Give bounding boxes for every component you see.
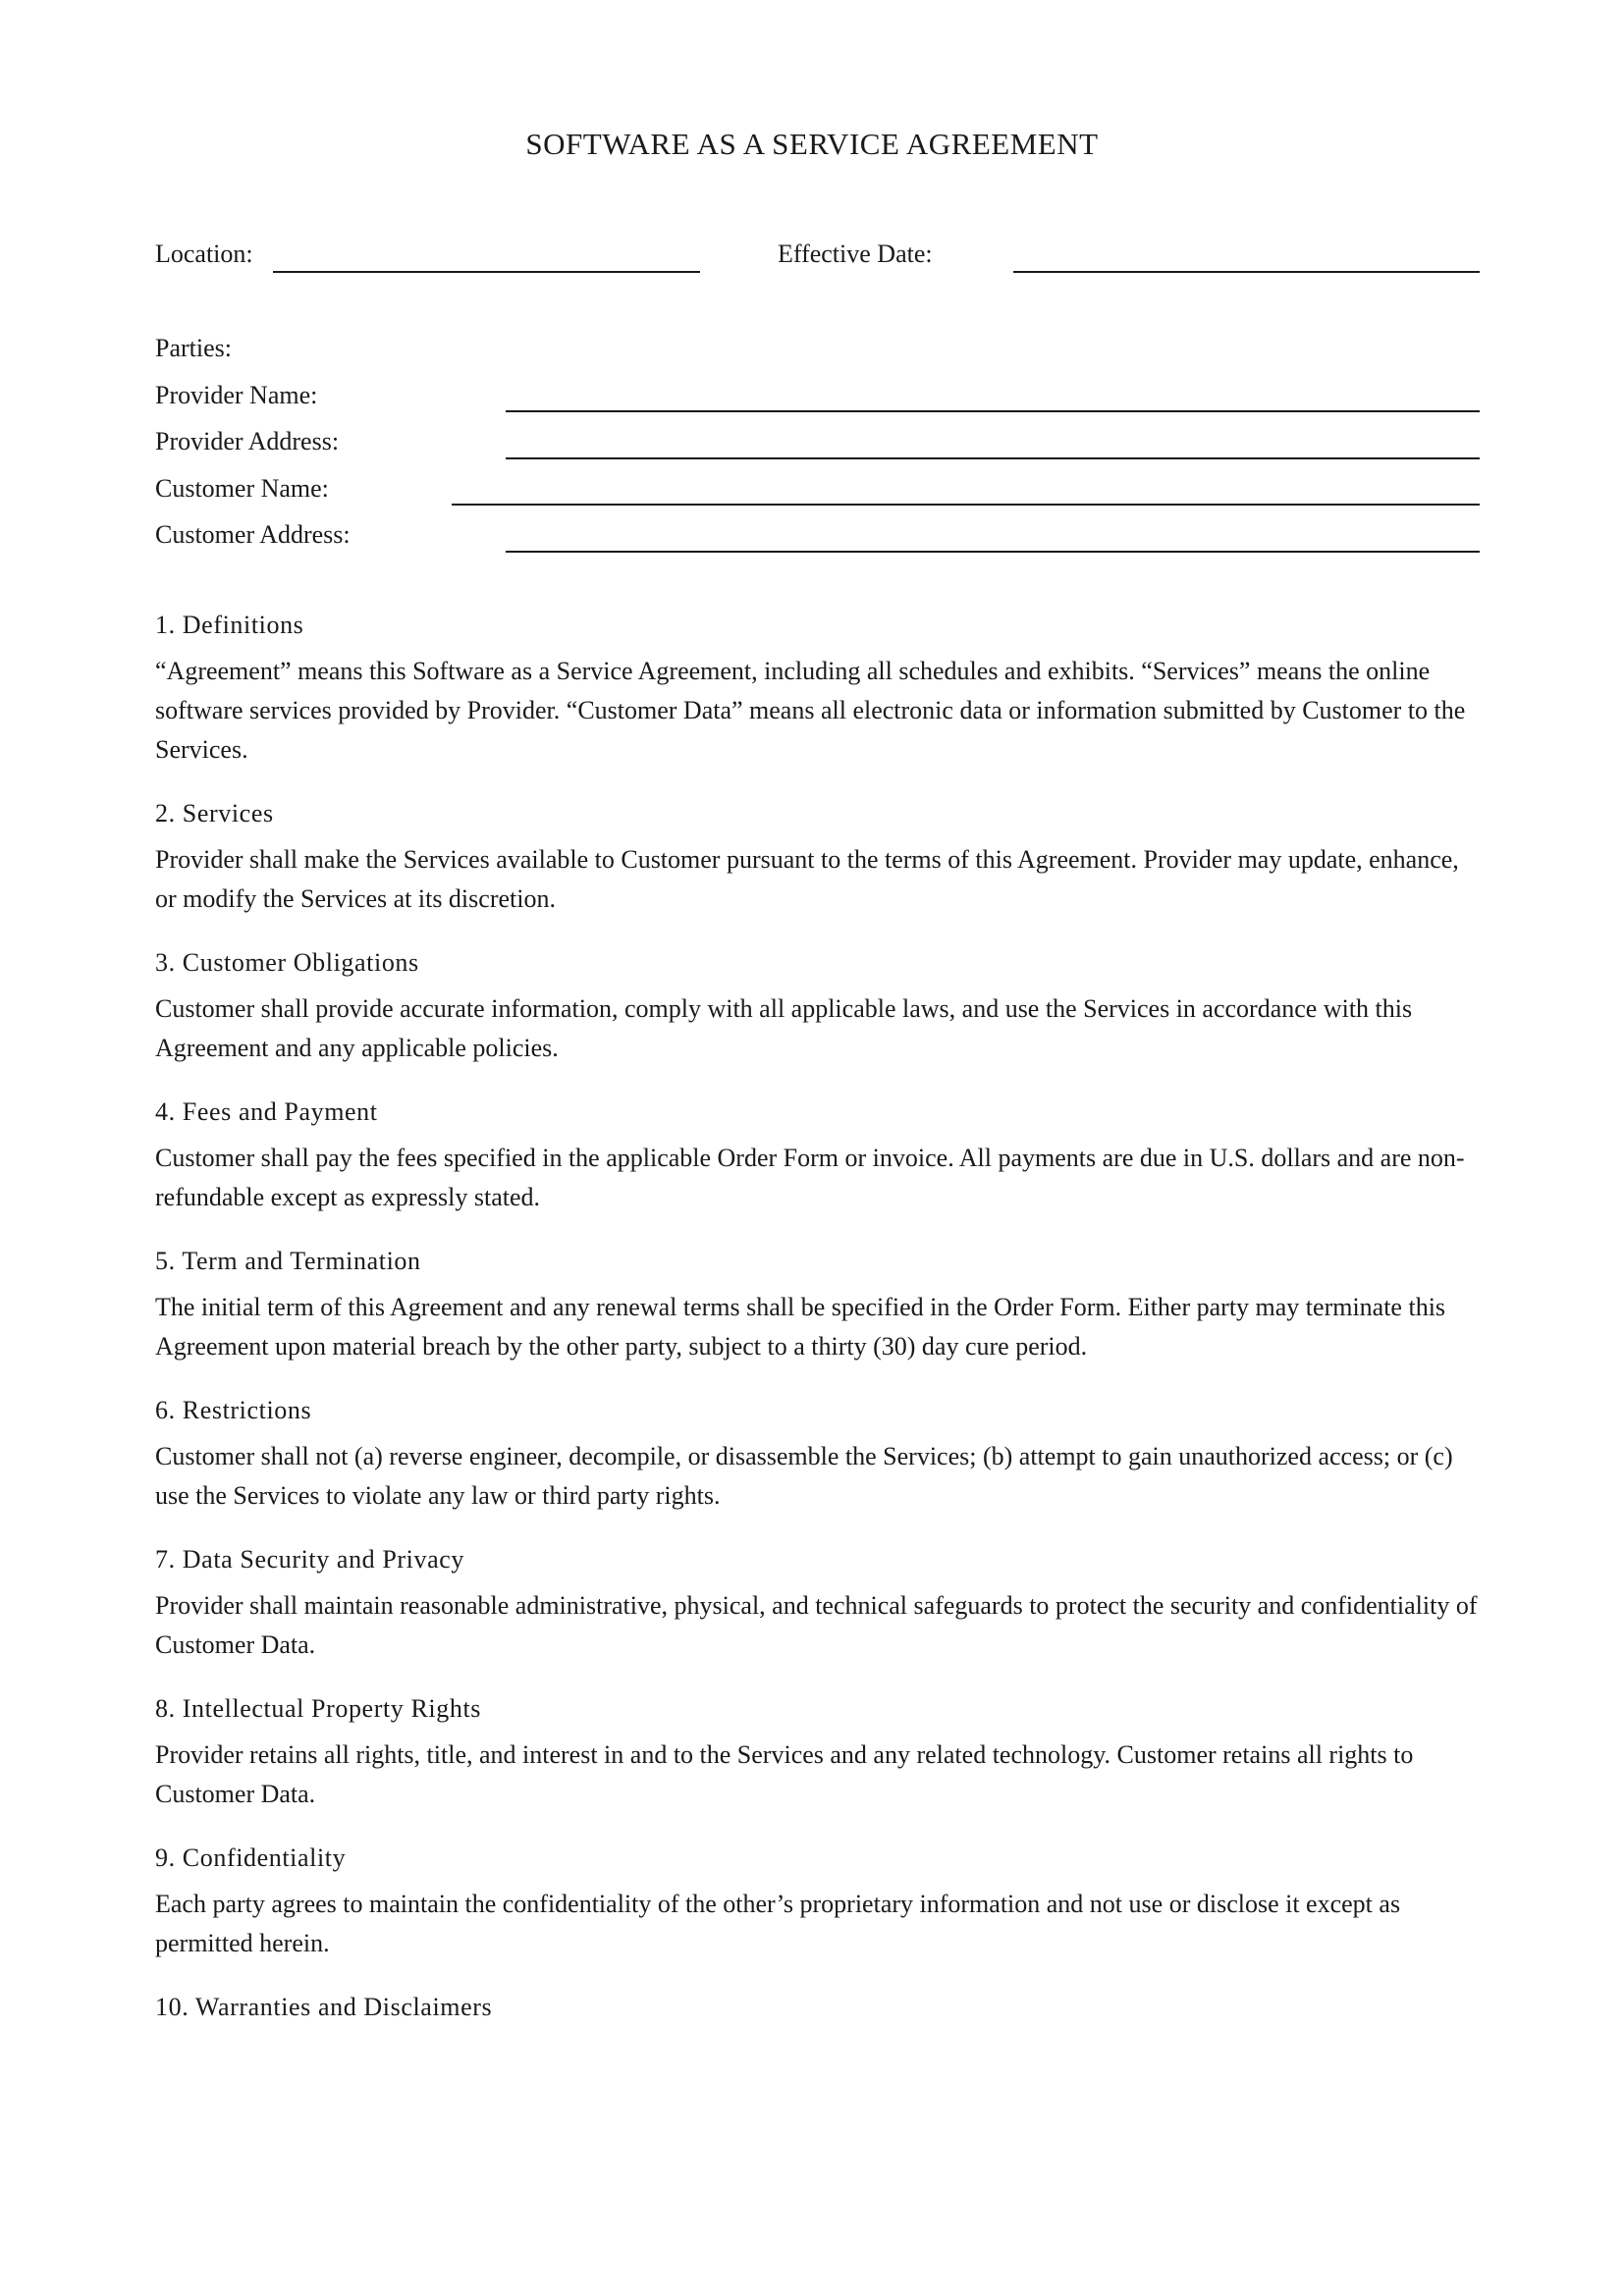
customer-name-field[interactable]	[452, 504, 1480, 506]
section-heading: 1. Definitions	[155, 611, 304, 639]
section-intellectual-property-rights	[155, 1692, 1481, 1814]
section-heading: 6. Restrictions	[155, 1396, 312, 1424]
section-services	[155, 797, 1481, 919]
section-body: Provider shall make the Services available to Customer pursuant to the terms of this Agreement. Provider may update, enhance, or modify the Services at its discretion.	[155, 845, 1459, 913]
section-customer-obligations	[155, 946, 1481, 1068]
section-heading: 5. Term and Termination	[155, 1247, 421, 1275]
section-heading: 4. Fees and Payment	[155, 1097, 378, 1126]
customer-name-label: Customer Name:	[155, 474, 329, 503]
customer-address-label: Customer Address:	[155, 520, 351, 549]
section-body: “Agreement” means this Software as a Service Agreement, including all schedules and exhibits. “Services” means the online software services provided by Provider. “Customer Data” means all electronic data or information submitted by Customer to the Services.	[155, 657, 1466, 764]
section-body: Provider shall maintain reasonable administrative, physical, and technical safeguards to protect the security and confidentiality of Customer Data.	[155, 1591, 1478, 1659]
section-restrictions	[155, 1394, 1481, 1516]
parties-label: Parties:	[155, 334, 232, 362]
effective-date-label: Effective Date:	[778, 240, 933, 268]
customer-address-field[interactable]	[506, 551, 1480, 553]
section-warranties-and-disclaimers	[155, 1991, 1481, 2024]
location-field[interactable]	[273, 271, 700, 273]
section-body: Customer shall provide accurate information, comply with all applicable laws, and use the Services in accordance with this Agreement and any applicable policies.	[155, 994, 1413, 1062]
section-body: Provider retains all rights, title, and interest in and to the Services and any related technology. Customer retains all rights to Customer Data.	[155, 1740, 1414, 1808]
section-body: Customer shall not (a) reverse engineer, decompile, or disassemble the Services; (b) attempt to gain unauthorized access; or (c) use the Services to violate any law or third party rights.	[155, 1442, 1453, 1510]
section-body: Customer shall pay the fees specified in the applicable Order Form or invoice. All payments are due in U.S. dollars and are non-refundable except as expressly stated.	[155, 1144, 1465, 1211]
section-definitions	[155, 609, 1481, 770]
section-heading: 8. Intellectual Property Rights	[155, 1694, 481, 1723]
location-label: Location:	[155, 240, 253, 268]
section-heading: 7. Data Security and Privacy	[155, 1545, 464, 1574]
section-heading: 10. Warranties and Disclaimers	[155, 1993, 493, 2021]
section-body: Each party agrees to maintain the confidentiality of the other’s proprietary information and not use or disclose it except as permitted herein.	[155, 1890, 1401, 1957]
document-title: SOFTWARE AS A SERVICE AGREEMENT	[525, 127, 1099, 161]
provider-name-field[interactable]	[506, 410, 1480, 412]
section-confidentiality	[155, 1842, 1481, 1963]
provider-address-field[interactable]	[506, 457, 1480, 459]
effective-date-field[interactable]	[1013, 271, 1480, 273]
section-heading: 2. Services	[155, 799, 274, 828]
section-term-and-termination	[155, 1245, 1481, 1366]
section-fees-and-payment	[155, 1095, 1481, 1217]
section-heading: 3. Customer Obligations	[155, 948, 419, 977]
provider-address-label: Provider Address:	[155, 427, 340, 455]
section-body: The initial term of this Agreement and any renewal terms shall be specified in the Order Form. Either party may terminate this Agreement upon material breach by the other party, subject to a thirty (30) day cure period.	[155, 1293, 1446, 1361]
agreement-sections	[155, 609, 1481, 2052]
section-data-security-and-privacy	[155, 1543, 1481, 1665]
provider-name-label: Provider Name:	[155, 381, 318, 409]
section-heading: 9. Confidentiality	[155, 1843, 347, 1872]
